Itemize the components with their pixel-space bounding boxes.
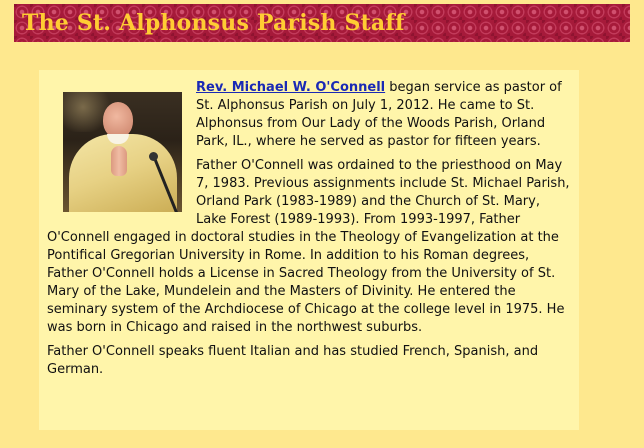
photo-face bbox=[103, 102, 133, 138]
header-banner bbox=[14, 4, 630, 42]
pastor-photo bbox=[63, 92, 182, 212]
photo-microphone bbox=[149, 152, 158, 161]
staff-profile-box bbox=[39, 70, 579, 430]
pastor-name-link[interactable]: Rev. Michael W. O'Connell bbox=[196, 80, 386, 95]
bio-intro-text: began service as pastor of St. Alphonsus Parish on July 1, 2012. He came to St. Alphonsus from Our Lady of the Woods Parish, Orland Park, IL., where he served as pastor for fifteen years. bbox=[196, 80, 562, 149]
bio-paragraph-career: Father O'Connell was ordained to the priesthood on May 7, 1983. Previous assignments include St. Michael Parish, Orland Park (1983-1989) and the Church of St. Mary, Lake Forest (1989-1993). From 1993-1997, Father O'Connell engaged in doctoral studies in the Theology of Evangelization at the Pontifical Gregorian University in Rome. In addition to his Roman degrees, Father O'Connell holds a License in Sacred Theology from the University of St. Mary of the Lake, Mundelein and the Masters of Divinity. He entered the seminary system of the Archdiocese of Chicago at the college level in 1975. He was born in Chicago and raised in the northwest suburbs. bbox=[47, 158, 570, 335]
page-title: The St. Alphonsus Parish Staff bbox=[22, 10, 405, 36]
photo-praying-hands bbox=[111, 146, 127, 176]
bio-paragraph-languages: Father O'Connell speaks fluent Italian and has studied French, Spanish, and German. bbox=[47, 344, 539, 377]
